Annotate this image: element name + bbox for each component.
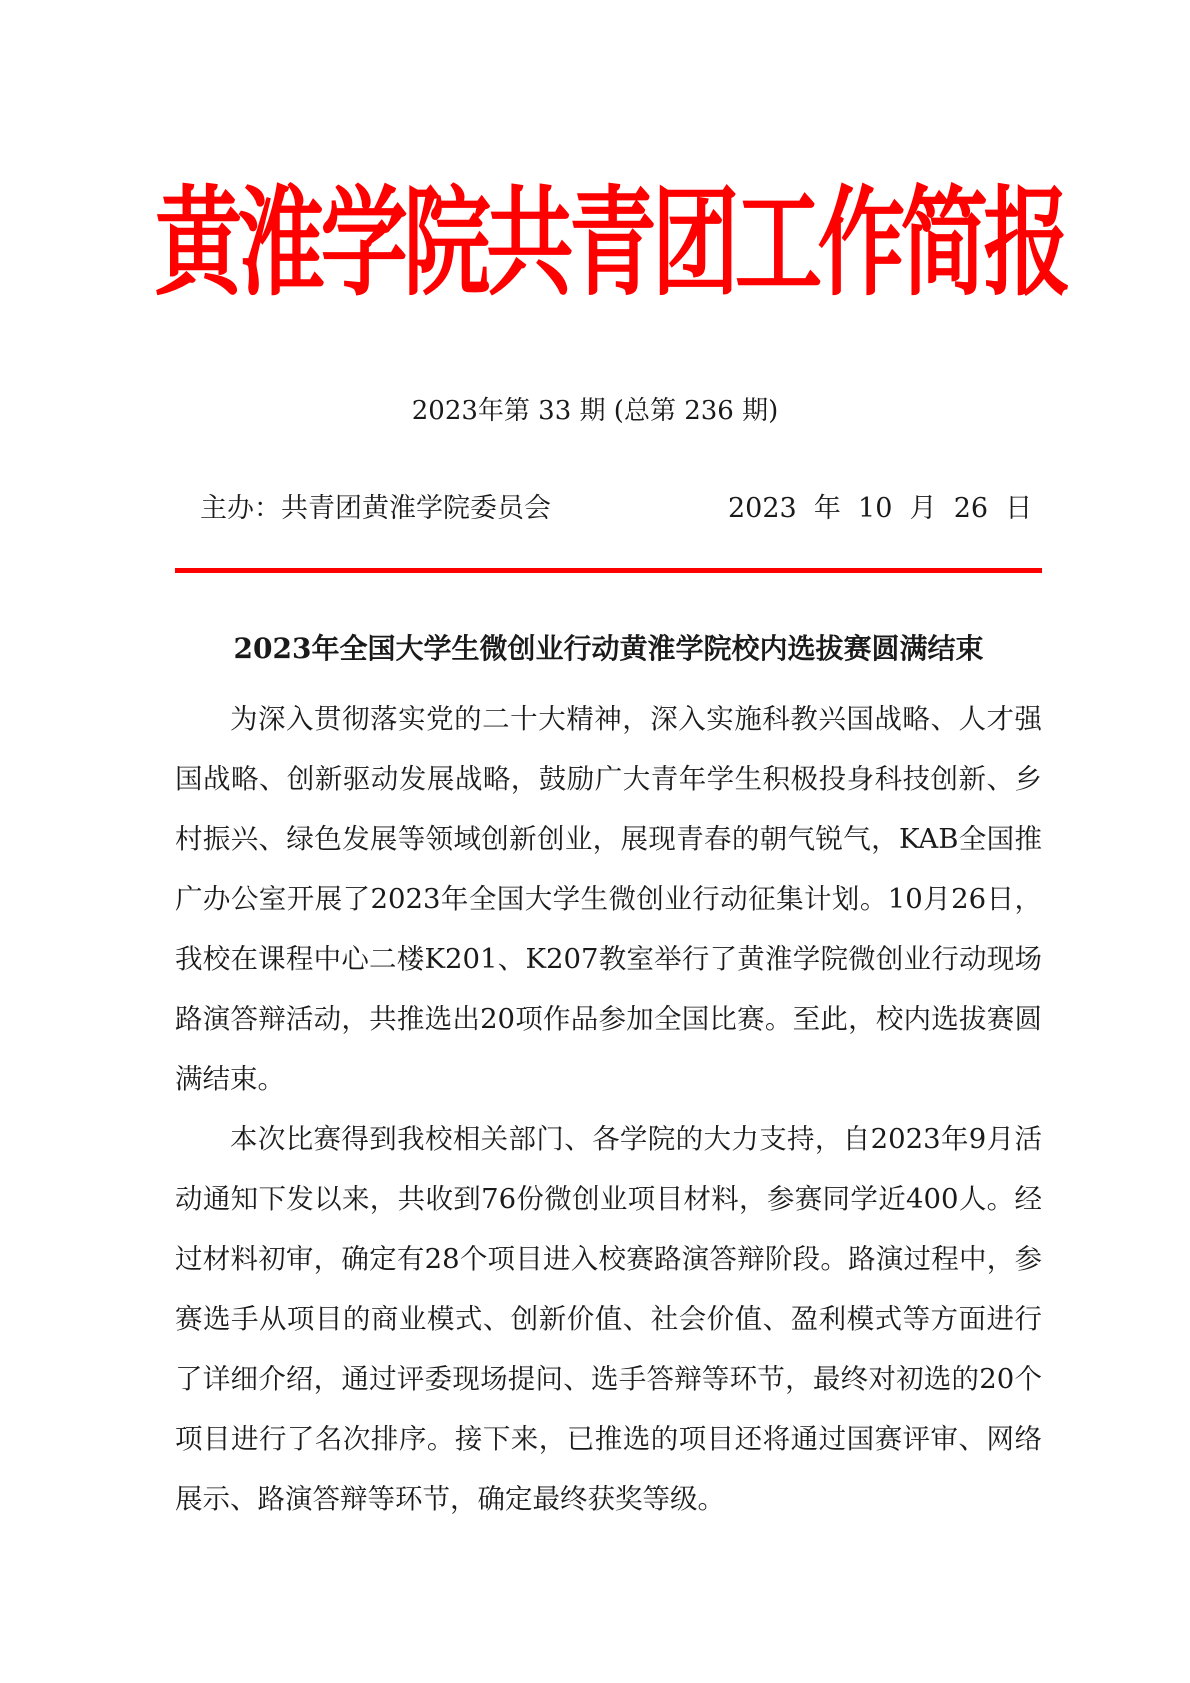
- publication-date: 2023 年 10 月 26 日: [728, 493, 1033, 524]
- red-divider-rule: [175, 568, 1042, 573]
- article-body: [175, 689, 1042, 1529]
- article-title: 2023年全国大学生微创业行动黄淮学院校内选拔赛圆满结束: [233, 632, 984, 665]
- newsletter-masthead: 黄淮学院共青团工作简报: [154, 174, 1067, 312]
- article-paragraph: 为深入贯彻落实党的二十大精神，深入实施科教兴国战略、人才强国战略、创新驱动发展战略，鼓励广大青年学生积极投身科技创新、乡村振兴、绿色发展等领域创新创业，展现青春的朝气锐气，KAB全国推广办公室开展了2023年全国大学生微创业行动征集计划。10月26日，我校在课程中心二楼K201、K207教室举行了黄淮学院微创业行动现场路演答辩活动，共推选出20项作品参加全国比赛。至此，校内选拔赛圆满结束。: [175, 703, 1042, 1095]
- article-paragraph: 本次比赛得到我校相关部门、各学院的大力支持，自2023年9月活动通知下发以来，共收到76份微创业项目材料，参赛同学近400人。经过材料初审，确定有28个项目进入校赛路演答辩阶段。路演过程中，参赛选手从项目的商业模式、创新价值、社会价值、盈利模式等方面进行了详细介绍，通过评委现场提问、选手答辩等环节，最终对初选的20个项目进行了名次排序。接下来，已推选的项目还将通过国赛评审、网络展示、路演答辩等环节，确定最终获奖等级。: [175, 1123, 1042, 1515]
- issue-number: 2023年第 33 期 (总第 236 期): [411, 396, 779, 426]
- sponsor-line: 主办：共青团黄淮学院委员会: [200, 493, 551, 524]
